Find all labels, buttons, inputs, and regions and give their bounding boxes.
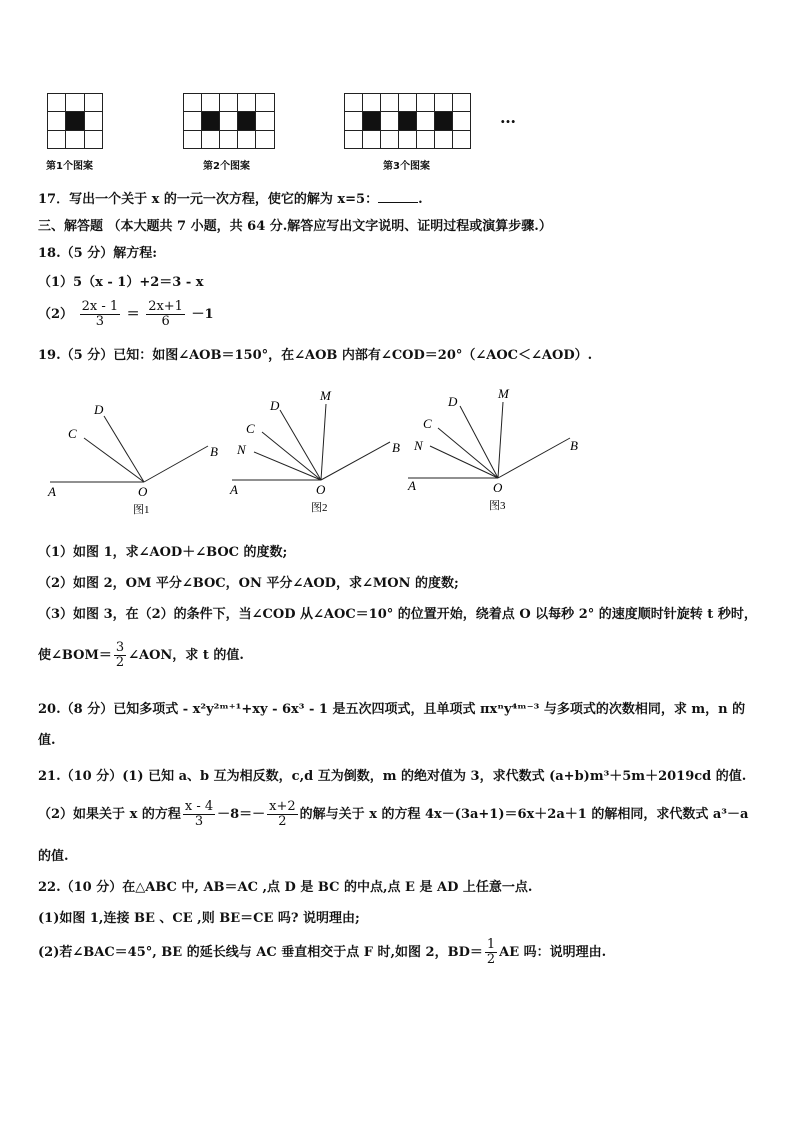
q18-f1-num: 2x - 1 bbox=[81, 299, 119, 314]
q19-frac-den: 2 bbox=[115, 655, 125, 670]
fig2-label-a: A bbox=[230, 482, 238, 497]
fig2-label-b: B bbox=[392, 440, 400, 455]
q18-head: 18.（5 分）解方程: bbox=[38, 246, 157, 261]
q18-fraction-2 bbox=[146, 300, 185, 329]
q18-f2-num: 2x+1 bbox=[148, 299, 183, 314]
q22-p2-post: AE 吗：说明理由. bbox=[499, 945, 607, 960]
q19-part-3-cont bbox=[38, 641, 244, 670]
q17-end: . bbox=[418, 192, 423, 207]
q18-tail: －1 bbox=[191, 307, 214, 322]
fig2-label-d: D bbox=[270, 398, 280, 413]
q19-p4-post: ∠AON，求 t 的值. bbox=[128, 648, 244, 663]
pattern-3-grid bbox=[344, 93, 471, 149]
q19-fraction bbox=[114, 641, 126, 670]
q22-p2-pre: (2)若∠BAC＝45°, BE 的延长线与 AC 垂直相交于点 F 时,如图 2，BD＝ bbox=[38, 945, 483, 960]
q21-l2-pre: （2）如果关于 x 的方程 bbox=[38, 807, 181, 822]
q21-f2-num: x+2 bbox=[269, 799, 296, 814]
pattern-caption-1: 第1个图案 bbox=[46, 161, 93, 172]
fig1-label-c: C bbox=[68, 426, 77, 441]
q21-l2-mid1: －8＝－ bbox=[217, 807, 266, 822]
q17-answer-blank bbox=[378, 202, 418, 203]
fig3-label-n: N bbox=[414, 438, 423, 453]
section-3-heading: 三、解答题 （本大题共 7 小题，共 64 分.解答应写出文字说明、证明过程或演算步骤.） bbox=[38, 219, 552, 234]
q21-f1-num: x - 4 bbox=[184, 799, 214, 814]
pattern-caption-3: 第3个图案 bbox=[383, 161, 430, 172]
fig2-label-n: N bbox=[237, 442, 246, 457]
pattern-1-grid bbox=[47, 93, 103, 149]
q22-frac-den: 2 bbox=[486, 952, 496, 967]
q20-line-2: 值. bbox=[38, 733, 56, 748]
fig2-label-c: C bbox=[246, 421, 255, 436]
q18-p2-label: （2） bbox=[38, 307, 74, 322]
fig3-label-c: C bbox=[423, 416, 432, 431]
q21-l2-mid2: 的解与关于 x 的方程 4x－(3a+1)＝6x＋2a＋1 的解相同，求代数式 a³－a bbox=[299, 807, 749, 822]
fig3-label-a: A bbox=[408, 478, 416, 493]
q18-part-2 bbox=[38, 300, 214, 329]
fig3-label-m: M bbox=[498, 386, 509, 401]
q22-frac-num: 1 bbox=[486, 937, 496, 952]
q21-f1-den: 3 bbox=[194, 814, 204, 829]
fig2-label-m: M bbox=[320, 388, 331, 403]
pattern-caption-2: 第2个图案 bbox=[203, 161, 250, 172]
q21-fraction-1 bbox=[183, 800, 215, 829]
fig1-label-o: O bbox=[138, 484, 148, 499]
q22-part-2 bbox=[38, 938, 606, 967]
pattern-ellipsis: … bbox=[500, 108, 516, 127]
q22-part-1: (1)如图 1,连接 BE 、CE ,则 BE＝CE 吗? 说明理由; bbox=[38, 911, 360, 926]
q22-head: 22.（10 分）在△ABC 中, AB＝AC ,点 D 是 BC 的中点,点 E 是 AD 上任意一点. bbox=[38, 880, 533, 895]
q19-head: 19.（5 分）已知：如图∠AOB＝150°，在∠AOB 内部有∠COD＝20°（∠AOC＜∠AOD）. bbox=[38, 348, 593, 363]
q19-part-2: （2）如图 2，OM 平分∠BOC，ON 平分∠AOD，求∠MON 的度数; bbox=[38, 576, 459, 591]
q19-part-3: （3）如图 3，在（2）的条件下，当∠COD 从∠AOC＝10° 的位置开始，绕着点 O 以每秒 2° 的速度顺时针旋转 t 秒时， bbox=[38, 607, 757, 622]
q21-line-2 bbox=[38, 800, 748, 829]
fig2-label-o: O bbox=[316, 482, 326, 497]
q20-line-1: 20.（8 分）已知多项式 - x²y²ᵐ⁺¹+xy - 6x³ - 1 是五次四项式，且单项式 πxⁿy⁴ᵐ⁻³ 与多项式的次数相同，求 m，n 的 bbox=[38, 702, 746, 717]
q22-fraction bbox=[485, 938, 497, 967]
fig1-label-d: D bbox=[94, 402, 104, 417]
q18-f1-den: 3 bbox=[95, 314, 104, 329]
fig3-label-o: O bbox=[493, 480, 503, 495]
q18-eq: ＝ bbox=[126, 307, 140, 322]
fig3-label-d: D bbox=[448, 394, 458, 409]
fig1-label-a: A bbox=[48, 484, 56, 499]
q18-f2-den: 6 bbox=[161, 314, 170, 329]
q19-p4-pre: 使∠BOM＝ bbox=[38, 648, 112, 663]
q19-part-1: （1）如图 1，求∠AOD＋∠BOC 的度数; bbox=[38, 545, 288, 560]
q21-fraction-2 bbox=[267, 800, 298, 829]
question-17 bbox=[38, 188, 423, 207]
fig1-caption: 图1 bbox=[133, 504, 150, 516]
fig2-caption: 图2 bbox=[311, 502, 328, 514]
q21-line-1: 21.（10 分）(1) 已知 a、b 互为相反数，c,d 互为倒数，m 的绝对值为 3，求代数式 (a+b)m³＋5m＋2019cd 的值. bbox=[38, 769, 747, 784]
q19-figures bbox=[40, 382, 600, 518]
q19-frac-num: 3 bbox=[115, 640, 125, 655]
pattern-2-grid bbox=[183, 93, 275, 149]
q18-fraction-1 bbox=[80, 300, 121, 329]
q18-part-1: （1）5（x - 1）+2＝3 - x bbox=[38, 275, 204, 290]
q21-line-3: 的值. bbox=[38, 849, 69, 864]
q21-f2-den: 2 bbox=[278, 814, 287, 829]
fig3-label-b: B bbox=[570, 438, 578, 453]
fig3-caption: 图3 bbox=[489, 500, 506, 512]
fig1-label-b: B bbox=[210, 444, 218, 459]
q17-text: 17．写出一个关于 x 的一元一次方程，使它的解为 x=5： bbox=[38, 192, 379, 207]
